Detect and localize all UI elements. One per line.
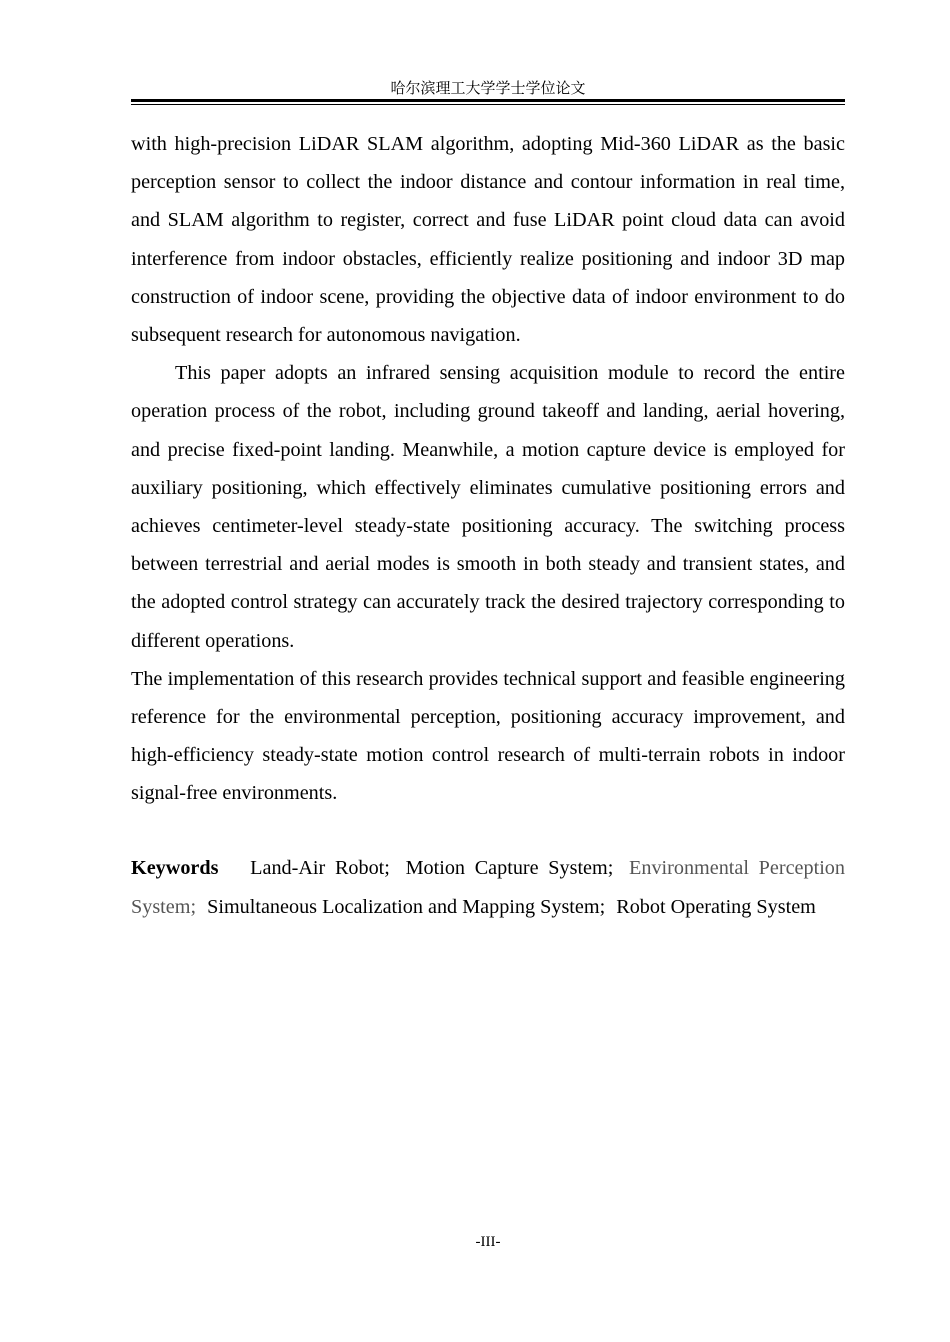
page-number: -III- (475, 1234, 501, 1250)
abstract-paragraph-continued: with high-precision LiDAR SLAM algorithm, adopting Mid-360 LiDAR as the basic perception sensor to collect the indoor distance and contour information in real time, and SLAM algorithm to register, correct and fuse LiDAR point cloud data can avoid interference from indoor obstacles, efficiently realize positioning and indoor 3D map construction of indoor scene, providing the objective data of indoor environment to do subsequent research for autonomous navigation. (131, 133, 845, 347)
header-double-rule (131, 99, 845, 105)
keyword-separator: ; (599, 895, 606, 918)
keywords-label: Keywords (131, 857, 219, 879)
keyword-item: Motion Capture System (405, 857, 608, 879)
keyword-separator: ; (384, 857, 390, 879)
abstract-paragraph: This paper adopts an infrared sensing acquisition module to record the entire operation process of the robot, including ground takeoff and landing, aerial hovering, and precise fixed-point landing. Meanwhile, a motion capture device is employed for auxiliary positioning, which effectively eliminates cumulative positioning errors and achieves centimeter-level steady-state positioning accuracy. The switching process between terrestrial and aerial modes is smooth in both steady and transient states, and the adopted control strategy can accurately track the desired trajectory corresponding to different operations. (131, 362, 845, 652)
abstract-body (131, 125, 845, 813)
keyword-item: Land-Air Robot (250, 857, 385, 879)
keyword-separator: ; (190, 895, 197, 918)
running-header: 哈尔滨理工大学学士学位论文 (390, 79, 586, 97)
keyword-item: Simultaneous Localization and Mapping System (207, 895, 600, 918)
keyword-item: Robot Operating System (616, 895, 816, 918)
keyword-separator: ; (607, 857, 614, 879)
keywords-section (131, 849, 845, 926)
keyword-item: Environmental Perception System (131, 857, 845, 918)
abstract-paragraph: The implementation of this research provides technical support and feasible engineering reference for the environmental perception, positioning accuracy improvement, and high-efficiency steady-state motion control research of multi-terrain robots in indoor signal-free environments. (131, 667, 845, 805)
